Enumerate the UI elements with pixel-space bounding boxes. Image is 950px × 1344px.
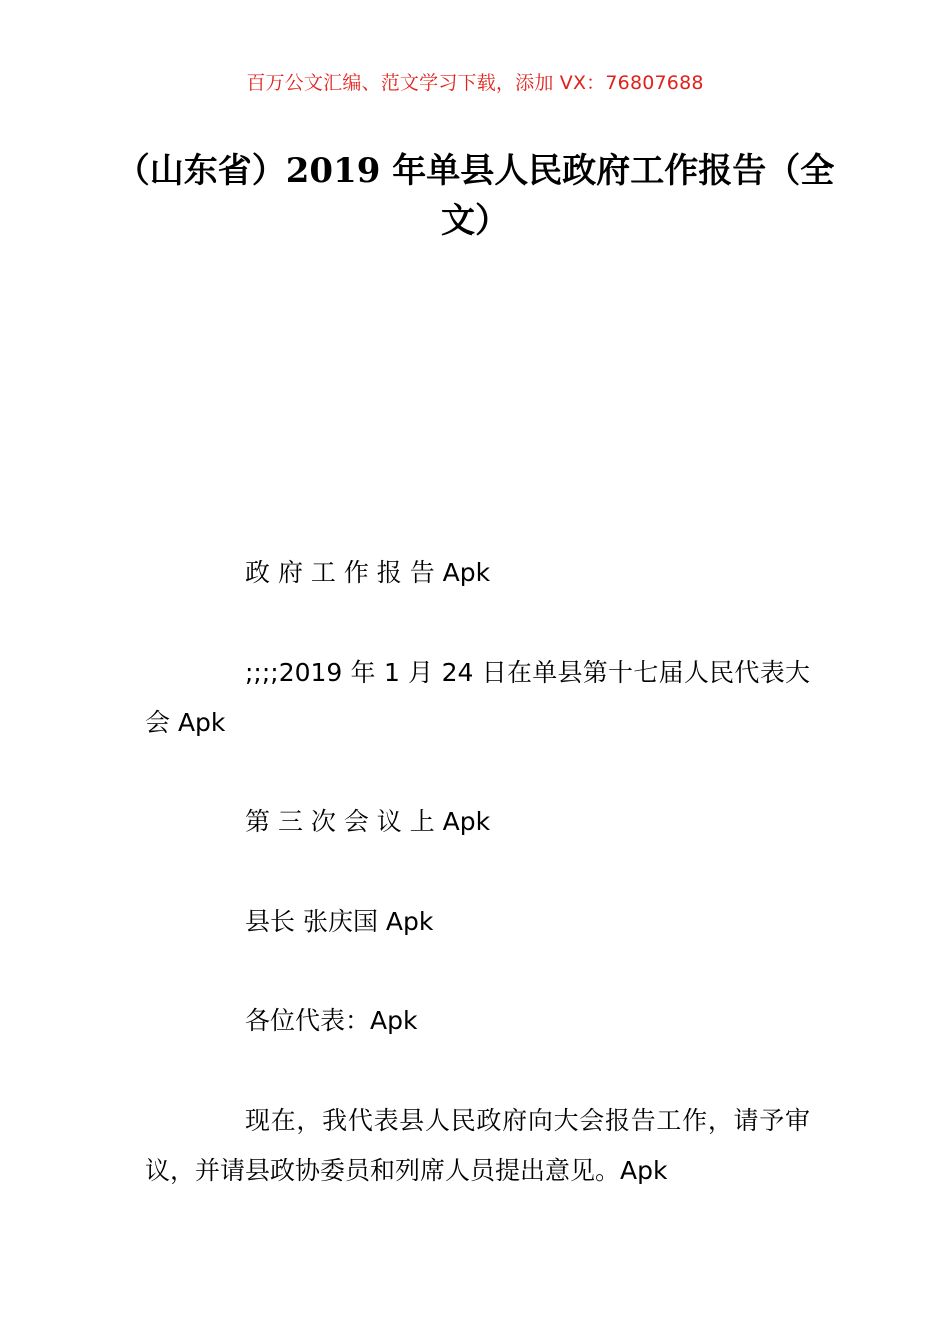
paragraph-opening: 现在，我代表县人民政府向大会报告工作，请予审议，并请县政协委员和列席人员提出意见。Apk: [145, 1106, 810, 1185]
header-note: 百万公文汇编、范文学习下载，添加 VX：76807688: [246, 72, 704, 94]
paragraph-meeting-date: ;;;;2019 年 1 月 24 日在单县第十七届人民代表大会 Apk: [145, 658, 810, 737]
paragraph-salutation: 各位代表：Apk: [245, 1006, 418, 1035]
document-title: （山东省）2019 年单县人民政府工作报告（全文）: [115, 151, 835, 241]
paragraph-speaker: 县长 张庆国 Apk: [245, 907, 434, 936]
paragraph-session: 第 三 次 会 议 上 Apk: [245, 807, 491, 836]
paragraph-report-heading: 政 府 工 作 报 告 Apk: [245, 558, 491, 587]
